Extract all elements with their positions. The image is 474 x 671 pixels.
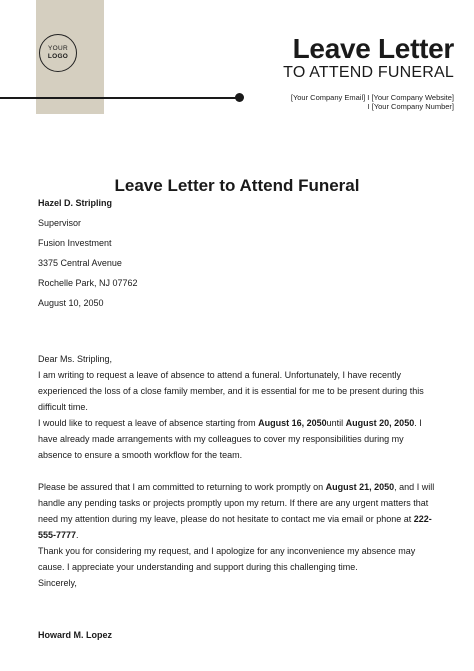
recipient-company: Fusion Investment xyxy=(38,238,112,248)
company-contact-line-1: [Your Company Email] I [Your Company Website] xyxy=(290,93,454,102)
contact-phone: 222-555-7777 xyxy=(38,514,432,540)
paragraph-1: I am writing to request a leave of absence to attend a funeral. Unfortunately, I have recently experienced the loss of a close family member, and it is essential for me to be present during this difficult time. xyxy=(38,370,424,412)
paragraph-2-text-a: I would like to request a leave of absence starting from xyxy=(38,418,259,428)
document-title: Leave Letter xyxy=(292,33,454,64)
logo-text-top: YOUR xyxy=(48,45,68,52)
paragraph-4: Thank you for considering my request, and I apologize for any inconvenience my absence may cause. I appreciate your understanding and support during this challenging time. xyxy=(38,546,416,572)
letter-date: August 10, 2050 xyxy=(38,298,104,308)
letter-body-part-1 xyxy=(38,351,438,463)
recipient-street: 3375 Central Avenue xyxy=(38,258,122,268)
paragraph-2-text-b: until xyxy=(326,418,346,428)
header-divider-line xyxy=(0,97,238,99)
leave-start-date: August 16, 2050 xyxy=(258,418,327,428)
signer-name: Howard M. Lopez xyxy=(38,630,112,640)
return-date: August 21, 2050 xyxy=(325,482,395,492)
company-contact-line-2: I [Your Company Number] xyxy=(367,102,454,111)
closing: Sincerely, xyxy=(38,578,77,588)
paragraph-2 xyxy=(38,415,438,463)
letter-body-part-2 xyxy=(38,479,438,591)
paragraph-3-text-c: . xyxy=(76,530,79,540)
recipient-address-block xyxy=(38,193,138,313)
paragraph-3-text-a: Please be assured that I am committed to returning to work promptly on xyxy=(38,482,326,492)
header-divider-dot xyxy=(235,93,244,102)
logo-text-bottom: LOGO xyxy=(47,53,69,60)
paragraph-3 xyxy=(38,479,438,543)
document-subtitle: TO ATTEND FUNERAL xyxy=(283,64,454,81)
company-logo xyxy=(39,34,77,72)
leave-end-date: August 20, 2050 xyxy=(345,418,415,428)
paragraph-2-text-c: . I have already made arrangements with my colleagues to cover my responsibilities during my absence to ensure a smooth workflow for the team. xyxy=(38,418,422,460)
letter-title: Leave Letter to Attend Funeral xyxy=(114,176,360,195)
recipient-city: Rochelle Park, NJ 07762 xyxy=(38,278,138,288)
paragraph-3-text-b: , and I will handle any pending tasks or projects promptly upon my return. If there are any urgent matters that need my attention during my leave, please do not hesitate to contact me via email or phone at xyxy=(38,482,435,524)
recipient-position: Supervisor xyxy=(38,218,82,228)
recipient-name: Hazel D. Stripling xyxy=(38,198,113,208)
salutation: Dear Ms. Stripling, xyxy=(38,354,113,364)
